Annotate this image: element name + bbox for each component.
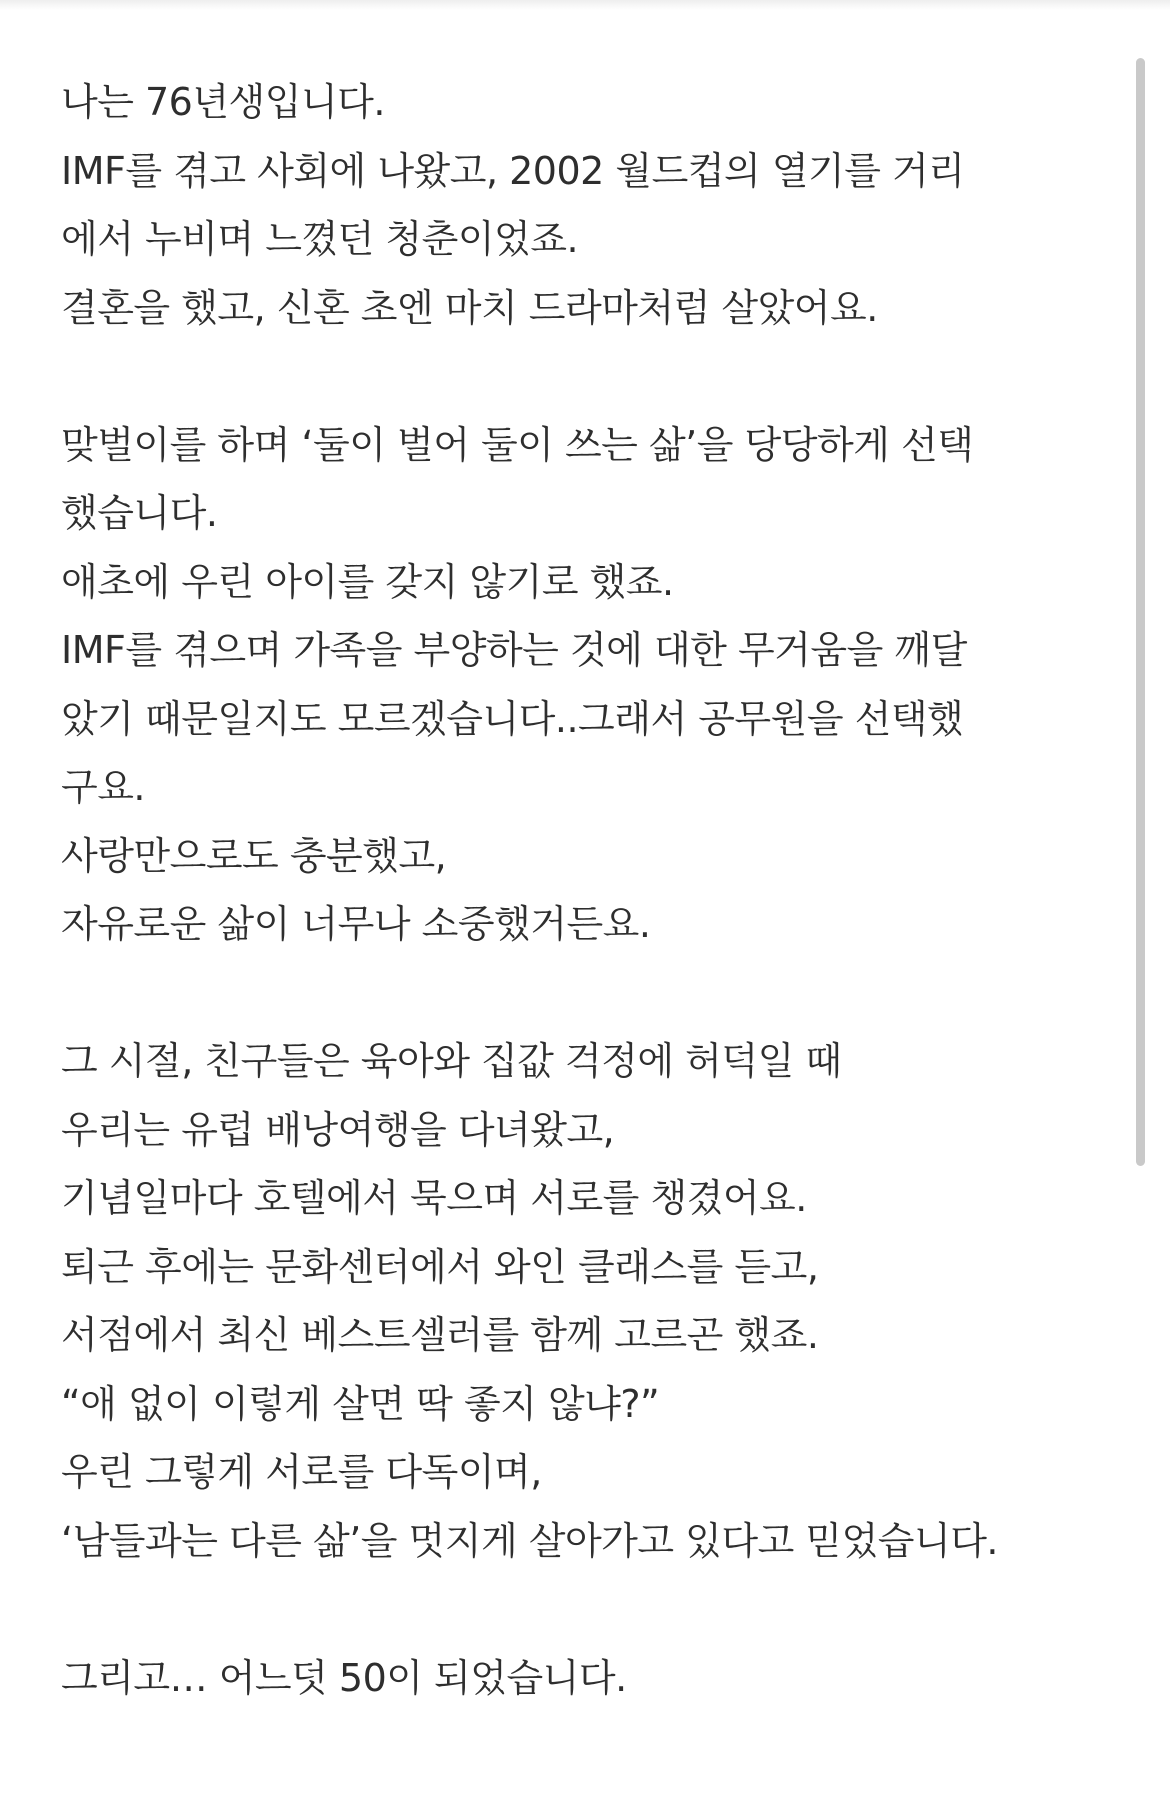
article-body [61,68,1121,1712]
text-line: 그리고… 어느덧 50이 되었습니다. [61,1655,627,1700]
text-line: 았기 때문일지도 모르겠습니다..그래서 공무원을 선택했 [61,696,964,741]
text-line: 나는 76년생입니다. [61,80,385,124]
text-line: 자유로운 삶이 너무나 소중했거든요. [61,902,651,946]
text-line: 그 시절, 친구들은 육아와 집값 걱정에 허덕일 때 [61,1039,842,1083]
text-line: IMF를 겪고 사회에 나왔고, 2002 월드컵의 열기를 거리 [61,148,965,193]
paragraph-3 [61,1027,1121,1575]
text-line: ‘남들과는 다른 삶’을 멋지게 살아가고 있다고 믿었습니다. [61,1518,998,1563]
text-line: 맞벌이를 하며 ‘둘이 벌어 둘이 쓰는 삶’을 당당하게 선택 [61,422,974,467]
text-line: “애 없이 이렇게 살면 딱 좋지 않냐?” [61,1381,660,1426]
paragraph-2 [61,411,1121,959]
text-line: 서점에서 최신 베스트셀러를 함께 고르곤 했죠. [61,1313,819,1357]
vertical-scrollbar[interactable] [1136,58,1145,1166]
paragraph-1 [61,68,1121,342]
text-line: 했습니다. [61,491,218,535]
text-line: 우린 그렇게 서로를 다독이며, [61,1450,542,1494]
text-line: 에서 누비며 느꼈던 청춘이었죠. [61,217,579,261]
text-line: 애초에 우린 아이를 갖지 않기로 했죠. [61,559,674,604]
text-line: IMF를 겪으며 가족을 부양하는 것에 대한 무거움을 깨달 [61,628,967,672]
text-line: 결혼을 했고, 신혼 초엔 마치 드라마처럼 살았어요. [61,285,878,330]
top-edge [0,0,1170,10]
text-line: 우리는 유럽 배낭여행을 다녀왔고, [61,1107,615,1152]
paragraph-gap [61,959,1121,1028]
paragraph-4 [61,1644,1121,1713]
text-line: 퇴근 후에는 문화센터에서 와인 클래스를 듣고, [61,1244,819,1289]
text-line: 사랑만으로도 충분했고, [61,833,447,878]
text-line: 구요. [61,765,145,809]
text-line: 기념일마다 호텔에서 묵으며 서로를 챙겼어요. [61,1176,807,1220]
paragraph-gap [61,342,1121,411]
paragraph-gap [61,1575,1121,1644]
